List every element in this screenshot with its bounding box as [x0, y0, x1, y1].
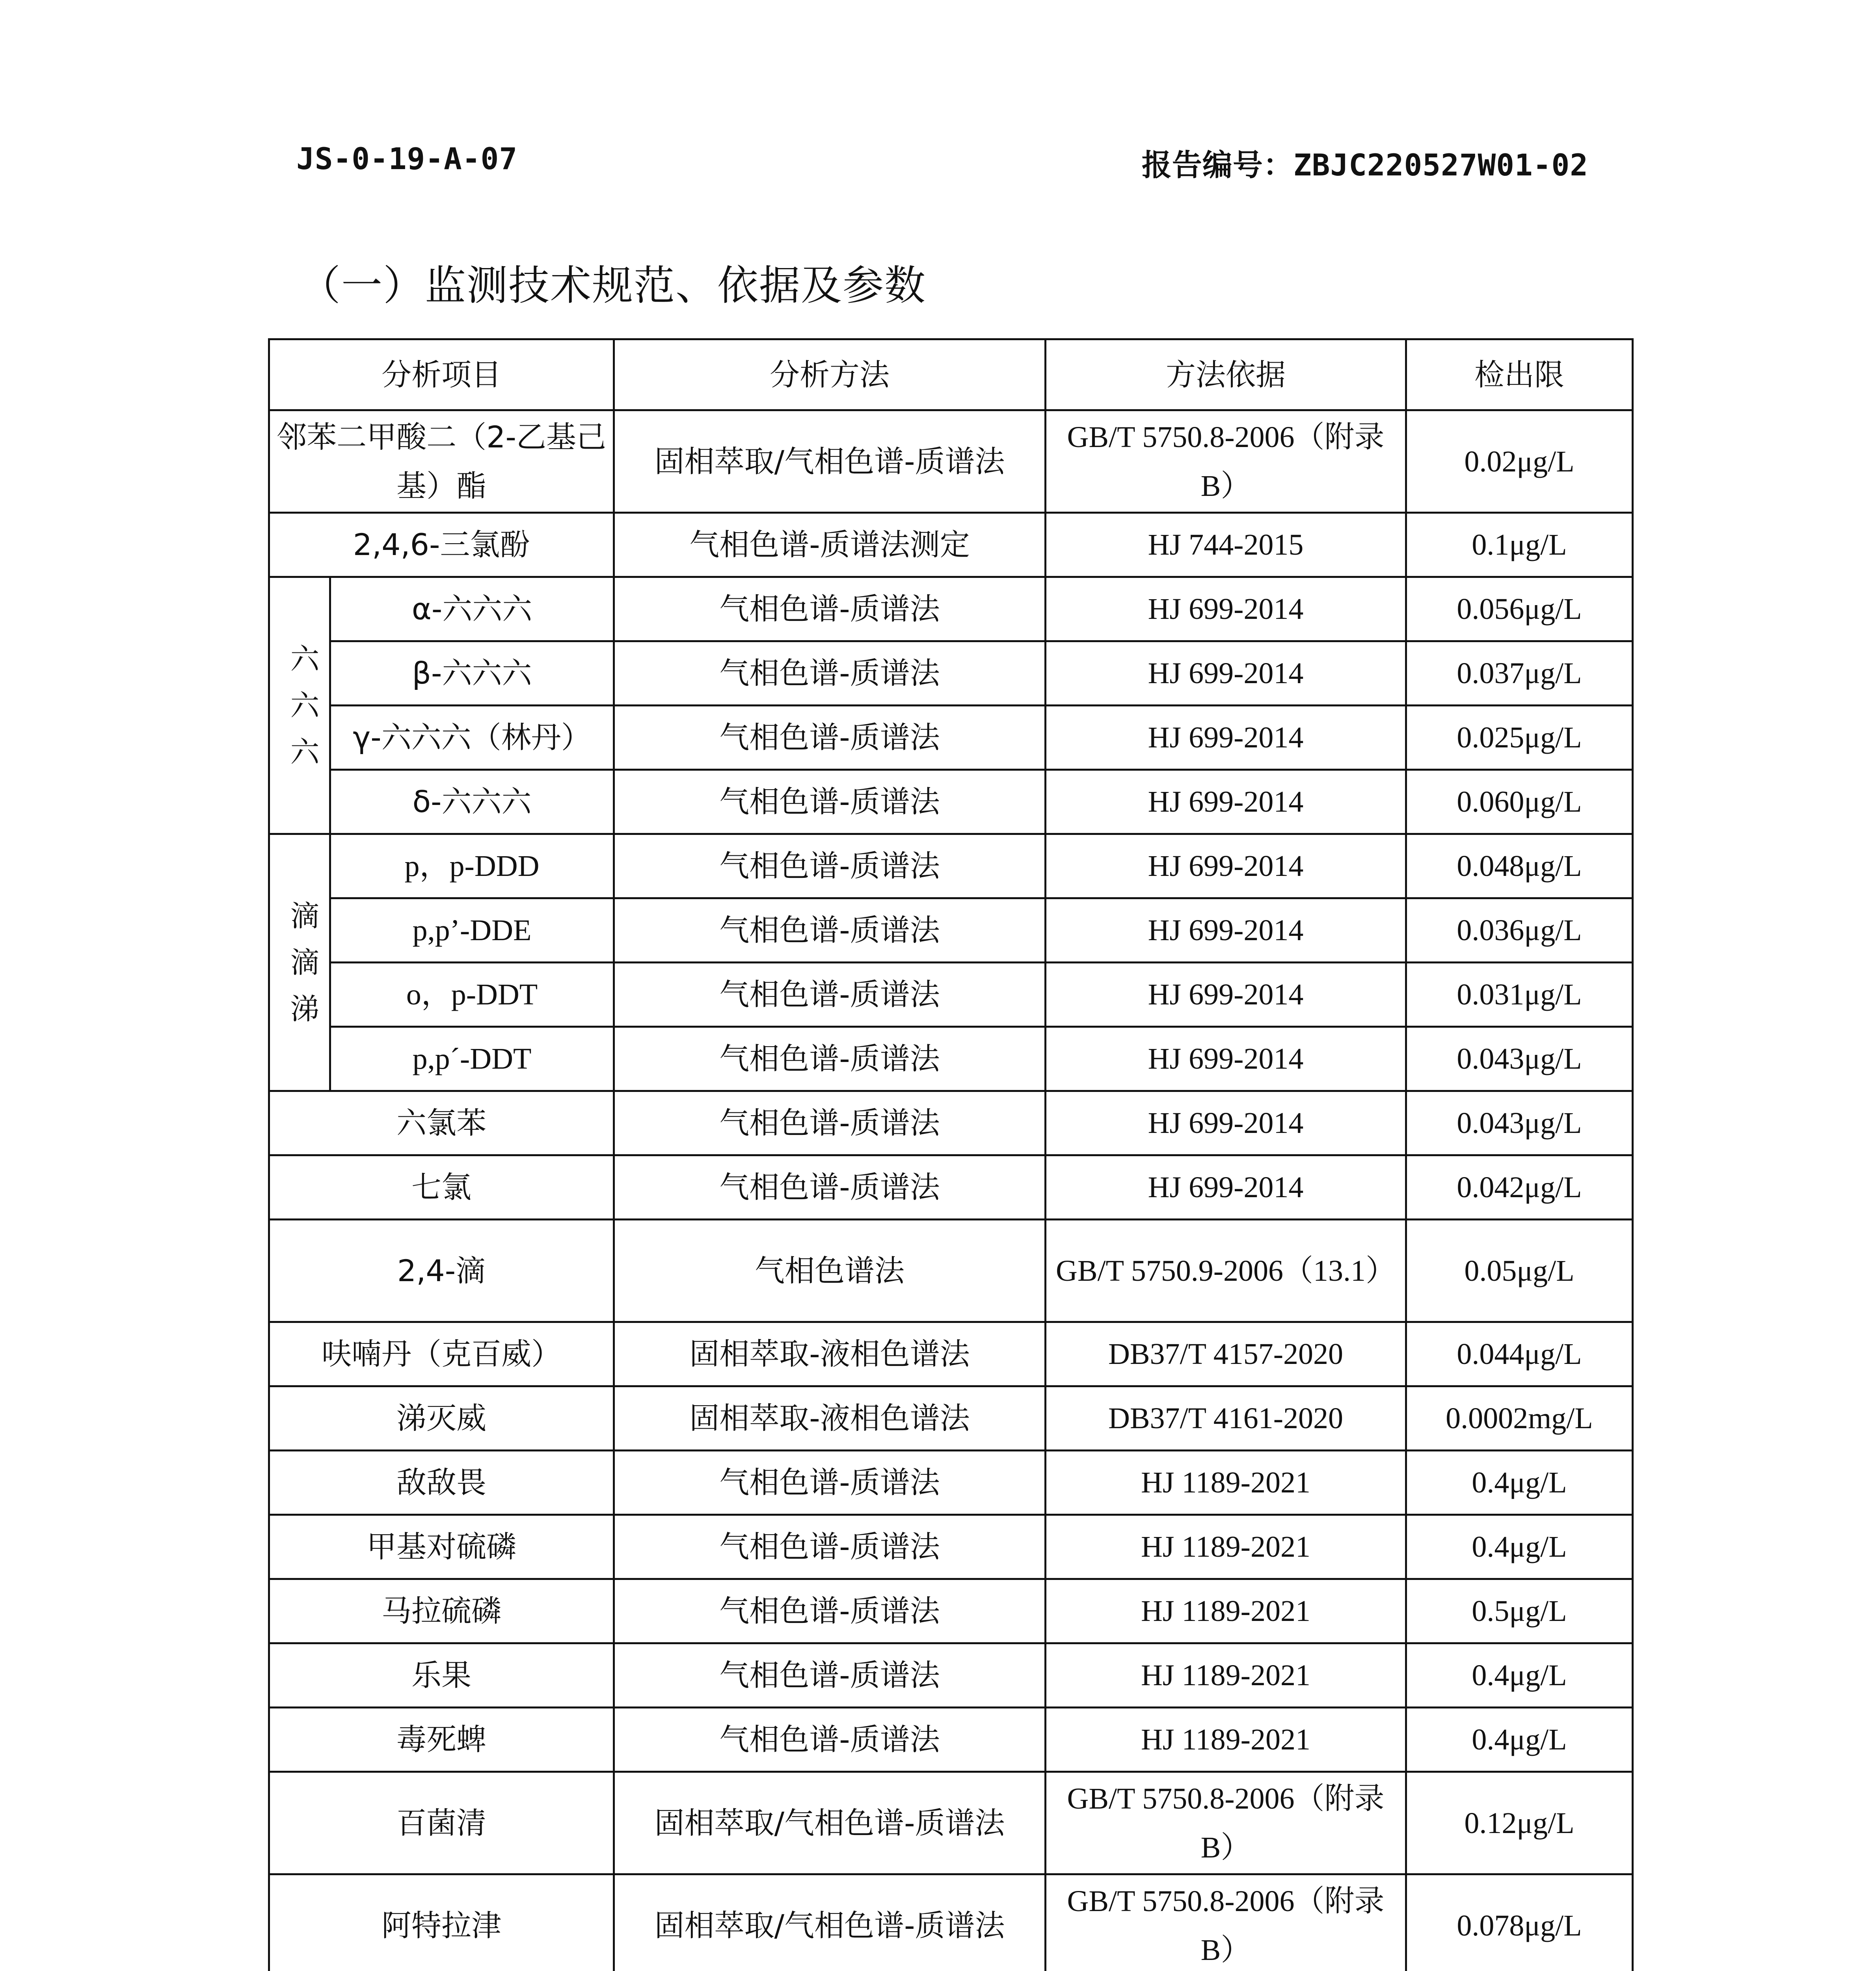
table-row [269, 1874, 1633, 1971]
table-row [269, 1220, 1633, 1322]
row-method: 气相色谱-质谱法 [614, 1708, 1046, 1772]
row-limit: 0.4μg/L [1406, 1643, 1633, 1708]
methods-header-row [269, 339, 1633, 410]
row-item: p，p-DDD [330, 834, 614, 898]
row-basis: HJ 699-2014 [1046, 706, 1406, 770]
table-row [269, 1027, 1633, 1091]
row-method: 气相色谱-质谱法 [614, 1643, 1046, 1708]
row-basis: HJ 1189-2021 [1046, 1643, 1406, 1708]
row-basis: GB/T 5750.8-2006（附录B） [1046, 410, 1406, 513]
row-basis: GB/T 5750.8-2006（附录B） [1046, 1772, 1406, 1874]
row-limit: 0.048μg/L [1406, 834, 1633, 898]
table-row [269, 1386, 1633, 1451]
row-method: 固相萃取/气相色谱-质谱法 [614, 1874, 1046, 1971]
table-row [269, 1155, 1633, 1220]
row-limit: 0.043μg/L [1406, 1091, 1633, 1155]
row-basis: HJ 699-2014 [1046, 1091, 1406, 1155]
row-basis: HJ 744-2015 [1046, 513, 1406, 577]
group-hch-cell [269, 577, 330, 834]
row-method: 气相色谱-质谱法 [614, 1451, 1046, 1515]
table-row [269, 410, 1633, 513]
row-item: 七氯 [269, 1155, 614, 1220]
row-basis: HJ 1189-2021 [1046, 1708, 1406, 1772]
row-limit: 0.042μg/L [1406, 1155, 1633, 1220]
row-item: o，p-DDT [330, 963, 614, 1027]
table-row [269, 834, 1633, 898]
row-limit: 0.025μg/L [1406, 706, 1633, 770]
row-basis: GB/T 5750.8-2006（附录B） [1046, 1874, 1406, 1971]
row-item: 毒死蜱 [269, 1708, 614, 1772]
methods-table [268, 338, 1634, 1971]
row-limit: 0.1μg/L [1406, 513, 1633, 577]
row-limit: 0.4μg/L [1406, 1515, 1633, 1579]
row-item: 阿特拉津 [269, 1874, 614, 1971]
row-item: 敌敌畏 [269, 1451, 614, 1515]
row-method: 固相萃取-液相色谱法 [614, 1322, 1046, 1386]
table-row [269, 898, 1633, 963]
row-basis: HJ 699-2014 [1046, 834, 1406, 898]
row-item: 百菌清 [269, 1772, 614, 1874]
row-method: 固相萃取/气相色谱-质谱法 [614, 1772, 1046, 1874]
row-item: 2,4,6-三氯酚 [269, 513, 614, 577]
section-title: （一）监测技术规范、依据及参数 [300, 261, 927, 309]
row-basis: DB37/T 4157-2020 [1046, 1322, 1406, 1386]
row-method: 气相色谱-质谱法 [614, 1579, 1046, 1643]
table-row [269, 1451, 1633, 1515]
row-limit: 0.044μg/L [1406, 1322, 1633, 1386]
row-basis: HJ 699-2014 [1046, 963, 1406, 1027]
row-item: 乐果 [269, 1643, 614, 1708]
row-limit: 0.078μg/L [1406, 1874, 1633, 1971]
row-item: δ-六六六 [330, 770, 614, 834]
row-limit: 0.056μg/L [1406, 577, 1633, 641]
row-limit: 0.05μg/L [1406, 1220, 1633, 1322]
row-limit: 0.043μg/L [1406, 1027, 1633, 1091]
row-method: 气相色谱-质谱法 [614, 706, 1046, 770]
doc-code: JS-0-19-A-07 [296, 141, 518, 176]
row-item: α-六六六 [330, 577, 614, 641]
row-limit: 0.4μg/L [1406, 1708, 1633, 1772]
row-basis: HJ 699-2014 [1046, 641, 1406, 706]
row-basis: HJ 699-2014 [1046, 577, 1406, 641]
row-method: 气相色谱法 [614, 1220, 1046, 1322]
row-limit: 0.0002mg/L [1406, 1386, 1633, 1451]
header-limit: 检出限 [1406, 339, 1633, 410]
row-method: 气相色谱-质谱法 [614, 963, 1046, 1027]
row-method: 气相色谱-质谱法 [614, 834, 1046, 898]
row-limit: 0.4μg/L [1406, 1451, 1633, 1515]
row-item: γ-六六六（林丹） [330, 706, 614, 770]
group-hch-label: 六六六 [290, 642, 320, 769]
row-item: 2,4-滴 [269, 1220, 614, 1322]
group-ddt-cell [269, 834, 330, 1091]
row-basis: HJ 699-2014 [1046, 1027, 1406, 1091]
row-limit: 0.037μg/L [1406, 641, 1633, 706]
table-row [269, 1515, 1633, 1579]
row-limit: 0.5μg/L [1406, 1579, 1633, 1643]
row-basis: DB37/T 4161-2020 [1046, 1386, 1406, 1451]
header-method: 分析方法 [614, 339, 1046, 410]
row-basis: GB/T 5750.9-2006（13.1） [1046, 1220, 1406, 1322]
row-item: 甲基对硫磷 [269, 1515, 614, 1579]
report-number: 报告编号：ZBJC220527W01-02 [1141, 147, 1588, 183]
group-ddt-label: 滴滴涕 [290, 899, 320, 1026]
row-basis: HJ 1189-2021 [1046, 1579, 1406, 1643]
row-basis: HJ 1189-2021 [1046, 1515, 1406, 1579]
table-row [269, 1579, 1633, 1643]
row-basis: HJ 699-2014 [1046, 1155, 1406, 1220]
row-item: 涕灭威 [269, 1386, 614, 1451]
row-item: β-六六六 [330, 641, 614, 706]
row-limit: 0.12μg/L [1406, 1772, 1633, 1874]
row-limit: 0.060μg/L [1406, 770, 1633, 834]
header-basis: 方法依据 [1046, 339, 1406, 410]
table-row [269, 1091, 1633, 1155]
row-method: 气相色谱-质谱法 [614, 577, 1046, 641]
row-method: 固相萃取/气相色谱-质谱法 [614, 410, 1046, 513]
table-row [269, 963, 1633, 1027]
table-row [269, 577, 1633, 641]
row-basis: HJ 699-2014 [1046, 898, 1406, 963]
header-item: 分析项目 [269, 339, 614, 410]
row-method: 气相色谱-质谱法 [614, 1027, 1046, 1091]
row-limit: 0.031μg/L [1406, 963, 1633, 1027]
row-item: 六氯苯 [269, 1091, 614, 1155]
row-method: 气相色谱-质谱法 [614, 898, 1046, 963]
row-item: p,p’-DDE [330, 898, 614, 963]
table-row [269, 513, 1633, 577]
row-basis: HJ 1189-2021 [1046, 1451, 1406, 1515]
row-method: 气相色谱-质谱法 [614, 1091, 1046, 1155]
table-row [269, 1643, 1633, 1708]
table-row [269, 706, 1633, 770]
row-method: 气相色谱-质谱法测定 [614, 513, 1046, 577]
row-method: 气相色谱-质谱法 [614, 1155, 1046, 1220]
row-method: 气相色谱-质谱法 [614, 641, 1046, 706]
row-item: 邻苯二甲酸二（2-乙基己基）酯 [269, 410, 614, 513]
table-row [269, 641, 1633, 706]
table-row [269, 1322, 1633, 1386]
table-row [269, 770, 1633, 834]
row-limit: 0.02μg/L [1406, 410, 1633, 513]
row-method: 气相色谱-质谱法 [614, 770, 1046, 834]
row-item: 马拉硫磷 [269, 1579, 614, 1643]
table-row [269, 1708, 1633, 1772]
row-method: 气相色谱-质谱法 [614, 1515, 1046, 1579]
row-method: 固相萃取-液相色谱法 [614, 1386, 1046, 1451]
table-row [269, 1772, 1633, 1874]
row-basis: HJ 699-2014 [1046, 770, 1406, 834]
row-item: 呋喃丹（克百威） [269, 1322, 614, 1386]
row-limit: 0.036μg/L [1406, 898, 1633, 963]
row-item: p,p´-DDT [330, 1027, 614, 1091]
